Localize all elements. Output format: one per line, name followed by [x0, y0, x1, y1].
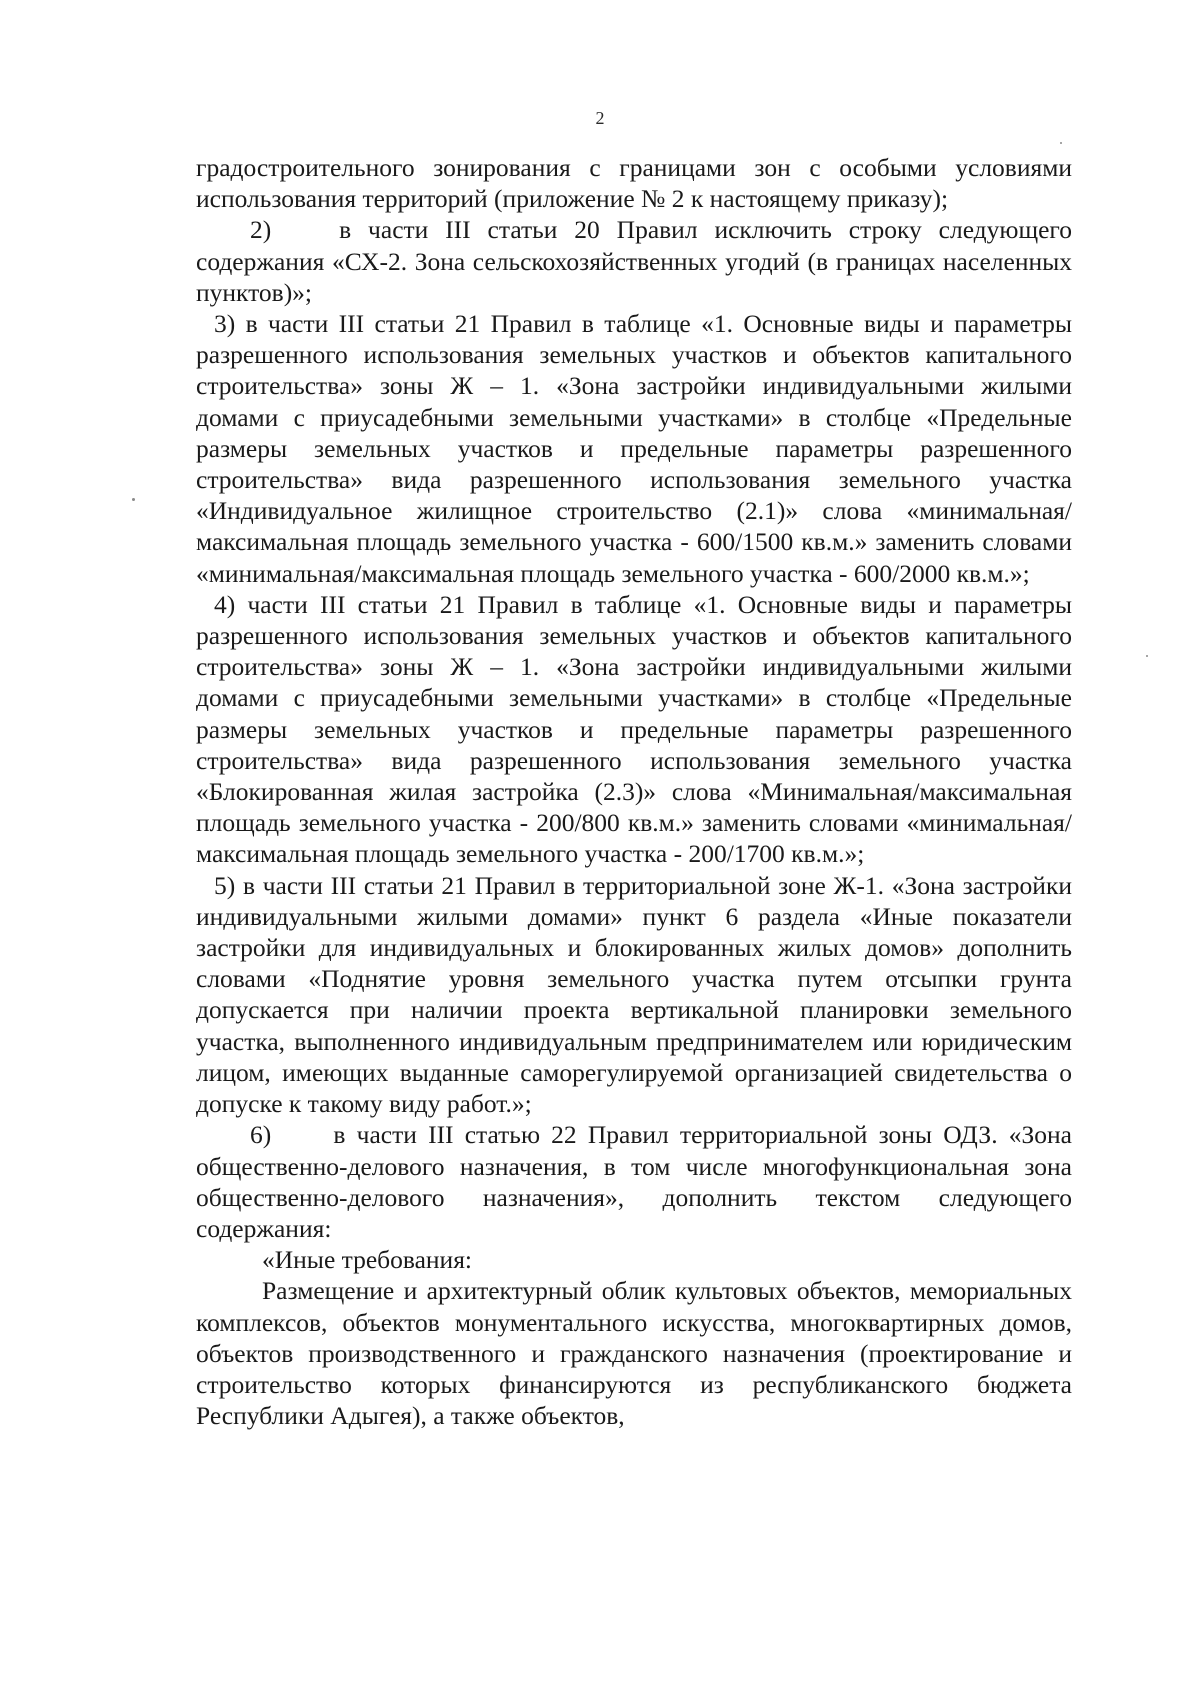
page-number: 2 — [595, 108, 605, 128]
scan-speck — [1060, 142, 1062, 144]
paragraph-placement: Размещение и архитектурный облик культовых объектов, мемориальных комплексов, объектов монументального искусства, многоквартирных домов, объектов производственного и гражданского назначения (проектирование и строительство которых финансируются из республиканского бюджета Республики Адыгея), а также объектов, — [196, 1276, 1072, 1431]
scan-speck — [132, 498, 135, 501]
paragraph-other-requirements-heading: «Иные требования: — [262, 1245, 473, 1275]
paragraph-item-6: 6) в части III статью 22 Правил территориальной зоны ОДЗ. «Зона общественно-делового назначения, в том числе многофункциональная зона общественно-делового назначения», дополнить текстом следующего содержания: — [196, 1120, 1072, 1243]
paragraph-continuation: градостроительного зонирования с границами зон с особыми условиями использования территорий (приложение № 2 к настоящему приказу); — [196, 153, 1072, 214]
paragraph-item-4: 4) части III статьи 21 Правил в таблице «1. Основные виды и параметры разрешенного использования земельных участков и объектов капитального строительства» зоны Ж – 1. «Зона застройки индивидуальными жилыми домами с приусадебными земельными участками» в столбце «Предельные размеры земельных участков и предельные параметры разрешенного строительства» вида разрешенного использования земельного участка «Блокированная жилая застройка (2.3)» слова «Минимальная/максимальная площадь земельного участка - 200/800 кв.м.» заменить словами «минимальная/максимальная площадь земельного участка - 200/1700 кв.м.»; — [196, 589, 1072, 869]
scan-speck — [1146, 655, 1148, 657]
paragraph-item-5: 5) в части III статьи 21 Правил в территориальной зоне Ж-1. «Зона застройки индивидуальными жилыми домами» пункт 6 раздела «Иные показатели застройки для индивидуальных и блокированных жилых домов» дополнить словами «Поднятие уровня земельного участка путем отсыпки грунта допускается при наличии проекта вертикальной планировки земельного участка, выполненного индивидуальным предпринимателем или юридическим лицом, имеющих выданные саморегулируемой организацией свидетельства о допуске к такому виду работ.»; — [196, 870, 1072, 1119]
paragraph-item-2: 2) в части III статьи 20 Правил исключить строку следующего содержания «СХ-2. Зона сельскохозяйственных угодий (в границах населенных пунктов)»; — [196, 215, 1072, 307]
document-body — [196, 152, 1072, 1431]
paragraph-item-3: 3) в части III статьи 21 Правил в таблице «1. Основные виды и параметры разрешенного использования земельных участков и объектов капитального строительства» зоны Ж – 1. «Зона застройки индивидуальными жилыми домами с приусадебными земельными участками» в столбце «Предельные размеры земельных участков и предельные параметры разрешенного строительства» вида разрешенного использования земельного участка «Индивидуальное жилищное строительство (2.1)» слова «минимальная/максимальная площадь земельного участка - 600/1500 кв.м.» заменить словами «минимальная/максимальная площадь земельного участка - 600/2000 кв.м.»; — [196, 309, 1072, 588]
